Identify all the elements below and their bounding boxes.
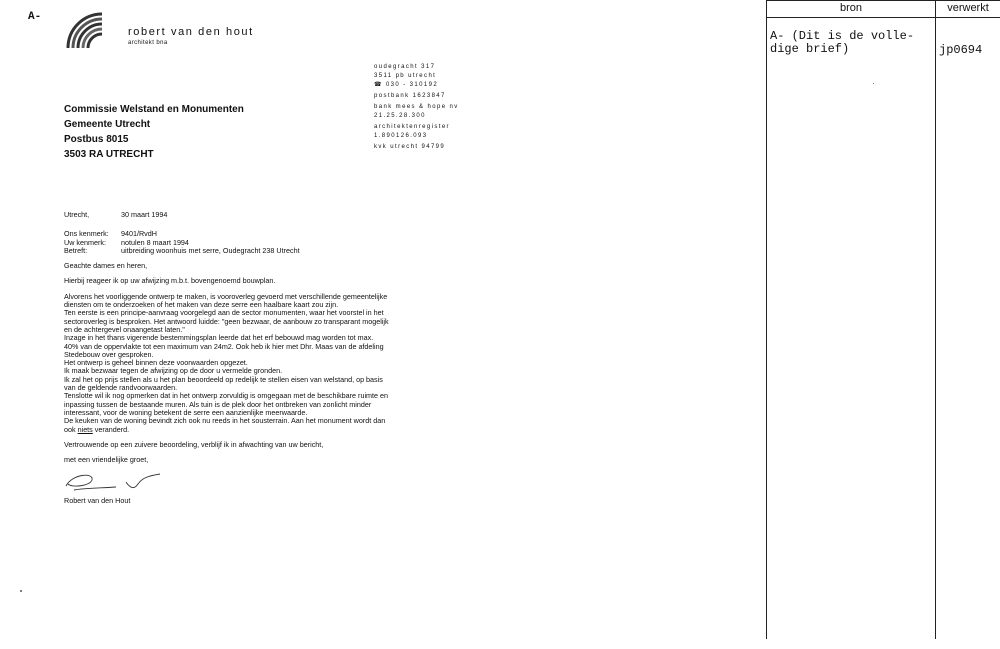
body-line: van de geldende randvoorwaarden. (64, 383, 178, 393)
info-line: ☎ 030 - 310192 (374, 82, 439, 88)
ref-row (64, 247, 444, 255)
body-line: Tenslotte wil ik nog opmerken dat in het ontwerp zorvuldig is omgegaan met de beschikbare ruimte en (64, 391, 389, 401)
text-fragment: veranderd. (92, 424, 130, 434)
info-line: kvk utrecht 94799 (374, 144, 446, 150)
table-column-divider (935, 0, 936, 639)
ref-value: uitbreiding woonhuis met serre, Oudegracht 238 Utrecht (121, 245, 300, 255)
firm-name: robert van den hout (128, 26, 254, 38)
architect-logo (64, 10, 106, 50)
signature (64, 466, 184, 494)
body-line-last (64, 426, 444, 434)
intro-paragraph: Hierbij reageer ik op uw afwijzing m.b.t. bovengenoemd bouwplan. (64, 276, 276, 286)
body-line: sectoroverleg is besproken. Het antwoord luidde: "geen bezwaar, de aanbouw zo transparant mogelijk (64, 316, 389, 326)
recipient-line: Commissie Welstand en Monumenten (64, 104, 244, 115)
info-line: architektenregister (374, 124, 450, 130)
body-line: inpassing tussen de bestaande muren. Als tuin is de plek door het ontbreken van zonlicht minder (64, 399, 372, 409)
references (64, 230, 444, 255)
body-line: De keuken van de woning bevindt zich ook nu reeds in het sousterrain. Aan het monument wordt dan (64, 416, 386, 426)
text-fragment: ook (64, 424, 78, 434)
info-line: 3511 pb utrecht (374, 73, 437, 79)
info-line: 1.890126.093 (374, 133, 428, 139)
table-header-border (766, 17, 1000, 18)
ref-label: Betreft: (64, 245, 88, 255)
page-mark: A- (28, 11, 42, 23)
scan-speck (873, 83, 874, 84)
info-line: 21.25.28.300 (374, 113, 426, 119)
letterhead-info (374, 63, 459, 152)
bron-value: A- (Dit is de volle- dige brief) (770, 29, 915, 56)
date-line (64, 211, 444, 219)
emphasis-text: niets (77, 424, 93, 434)
recipient-line: 3503 RA UTRECHT (64, 149, 154, 160)
body-line: en de achtergevel onaangetast laten." (64, 324, 185, 334)
info-line: oudegracht 317 (374, 64, 436, 70)
info-line: bank mees & hope nv (374, 104, 459, 110)
signatory-name: Robert van den Hout (64, 495, 131, 505)
greeting: met een vriendelijke groet, (64, 455, 149, 465)
info-line: postbank 1623847 (374, 93, 446, 99)
place: Utrecht, (64, 210, 90, 219)
body-line: interessant, voor de woning betekent de serre een aanzienlijke meerwaarde. (64, 407, 308, 417)
column-header-verwerkt: verwerkt (947, 2, 989, 14)
salutation: Geachte dames en heren, (64, 261, 148, 271)
recipient-address (64, 102, 244, 162)
ref-label: Ons kenmerk: (64, 229, 109, 239)
closing-paragraph: Vertrouwende op een zuivere beoordeling, verblijf ik in afwachting van uw bericht, (64, 439, 324, 449)
ref-value: 9401/RvdH (121, 229, 157, 239)
date: 30 maart 1994 (121, 210, 168, 219)
body-line: Ten eerste is een principe-aanvraag voorgelegd aan de sector monumenten, waar het voorstel in het (64, 308, 384, 318)
scan-speck (20, 590, 22, 592)
body-line: Het ontwerp is geheel binnen deze voorwaarden opgezet. (64, 358, 248, 368)
firm-subtitle: architekt bna (128, 40, 168, 46)
ref-value: notulen 8 maart 1994 (121, 237, 189, 247)
body-line: Inzage in het thans vigerende bestemmingsplan leerde dat het erf bebouwd mag worden tot max. (64, 333, 374, 343)
body-line: Ik maak bezwaar tegen de afwijzing op de door u vermelde gronden. (64, 366, 283, 376)
body-line: Ik zal het op prijs stellen als u het plan beoordeeld op redelijk te stellen eisen van welstand, op basis (64, 374, 383, 384)
column-header-bron: bron (839, 2, 863, 14)
body-line: Alvorens het voorliggende ontwerp te maken, is vooroverleg gevoerd met verschillende gemeentelijke (64, 291, 388, 301)
letter-body (64, 211, 444, 505)
table-top-border (766, 0, 1000, 1)
main-paragraph (64, 293, 444, 434)
verwerkt-value: jp0694 (939, 43, 983, 57)
body-line: Stedebouw over gesproken. (64, 349, 154, 359)
recipient-line: Gemeente Utrecht (64, 119, 151, 130)
body-line: 40% van de oppervlakte tot een maximum van 24m2. Ook heb ik hier met Dhr. Maas van de afdeling (64, 341, 384, 351)
recipient-line: Postbus 8015 (64, 134, 129, 145)
ref-label: Uw kenmerk: (64, 237, 106, 247)
table-left-border (766, 0, 767, 639)
body-line: diensten om te onderzoeken of het maken van deze serre een haalbare kaart zou zijn. (64, 300, 339, 310)
